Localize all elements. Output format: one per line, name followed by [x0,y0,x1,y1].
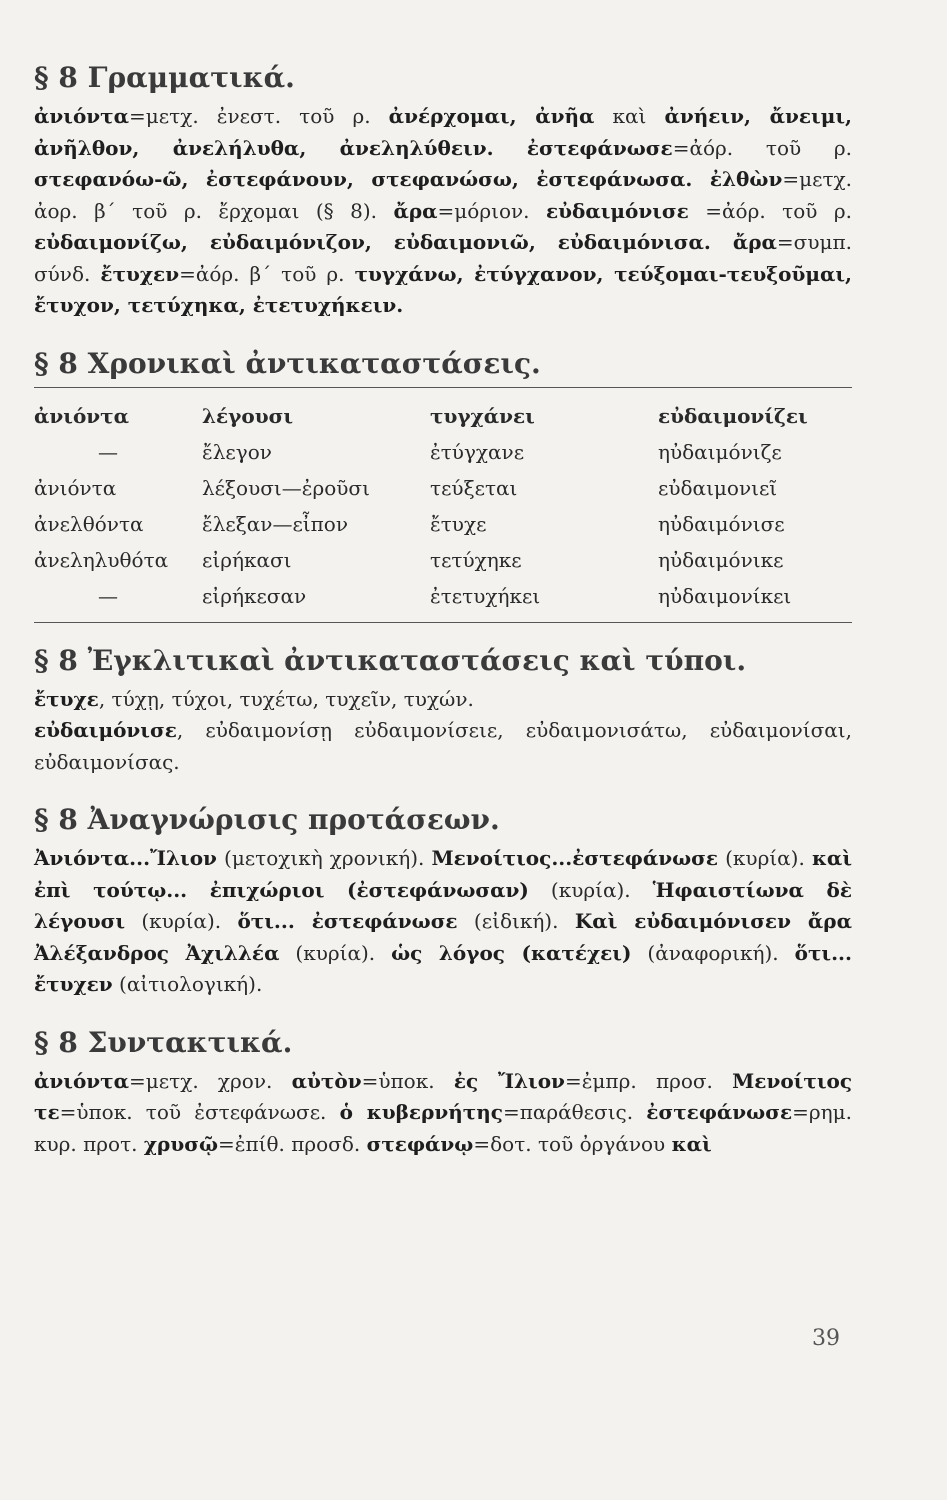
table-cell: — [98,439,118,464]
tenses-heading: § 8 Χρονικαὶ ἀντικαταστάσεις. [34,346,541,380]
section-moods [34,643,852,779]
page-body [34,60,852,1184]
text-run: (κυρία). [528,877,653,902]
bold-term: ἐστεφάνωσε [646,1100,793,1124]
bold-term: τυγχάνω, ἐτύγχανον, τεύξομαι-τευξοῦμαι, ἔτυχον, τετύχηκα, ἐτετυχήκειν. [34,261,852,317]
table-cell: ηὐδαιμονίκει [658,583,792,608]
table-cell: ηὐδαιμόνιζε [658,439,782,464]
bold-term: Ἡφαιστίωνα δὲ λέγουσι [34,877,852,933]
clauses-text [34,843,852,1001]
table-cell: εἰρήκεσαν [202,583,307,608]
bold-term: ἀνιόντα [34,1068,130,1093]
bold-term: ἀνέρχομαι, ἀνῆα [388,104,595,128]
table-cell: λέξουσι—ἐροῦσι [202,475,370,500]
syntax-heading: § 8 Συντακτικά. [34,1025,293,1059]
table-cell: τετύχηκε [430,547,522,572]
bold-term: χρυσῷ [143,1131,218,1156]
moods-heading: § 8 Ἐγκλιτικαὶ ἀντικαταστάσεις καὶ τύποι. [34,643,747,677]
grammar-heading: § 8 Γραμματικά. [34,61,295,94]
table-row [34,470,852,506]
bold-term: Μενοίτιος τε [34,1068,853,1124]
text-run: (εἰδική). [457,909,575,933]
text-run: (κυρία). [718,846,812,870]
section-clauses [34,802,852,1001]
text-run: καὶ [594,104,665,128]
text-run: =ἀόρ. τοῦ ρ. [688,198,852,223]
table-cell: ηὐδαιμόνικε [658,547,784,572]
text-run: =ἀόρ. τοῦ ρ. [672,135,853,160]
text-run: (αἰτιολογική). [112,972,263,996]
table-row [34,578,852,614]
bold-term: στεφάνῳ [366,1131,474,1156]
table-cell: ἀνιόντα [34,475,117,500]
bold-term: ἀνήειν, ἄνειμι, ἀνῆλθον, ἀνελήλυθα, ἀνεληλύθειν. ἐστεφάνωσε [34,104,852,160]
text-run: , εὐδαιμονίσῃ εὐδαιμονίσειε, εὐδαιμονισάτω, εὐδαιμονίσαι, εὐδαιμονίσας. [34,718,852,774]
bold-term: ἔτυχε [34,686,99,711]
text-run: =ἐπίθ. προσδ. [217,1131,367,1156]
bold-term: ἔτυχεν [100,261,180,286]
clauses-heading: § 8 Ἀναγνώρισις προτάσεων. [34,803,500,836]
table-cell: τεύξεται [430,475,518,500]
header-cell: λέγουσι [202,403,294,428]
header-cell: εὐδαιμονίζει [658,403,808,428]
text-run: (μετοχικὴ χρονική). [216,846,432,870]
table-cell: — [98,583,118,608]
bold-term: Μενοίτιος...ἐστεφάνωσε [431,846,719,870]
bold-term: εὐδαιμόνισε [545,198,689,223]
text-run: =ἀόρ. β΄ τοῦ ρ. [179,261,355,286]
header-cell: ἀνιόντα [34,403,130,428]
table-row [34,506,852,542]
tense-table-header [34,398,852,434]
section-grammar [34,60,852,322]
bold-term: καὶ ἐπὶ τούτῳ... ἐπιχώριοι (ἐστεφάνωσαν) [34,846,852,902]
table-cell: εἰρήκασι [202,547,292,572]
syntax-text [34,1066,852,1161]
bold-term: αὐτὸν [291,1068,362,1093]
bold-term: ὁ κυβερνήτης [339,1100,503,1124]
bold-term: Ἀνιόντα...Ἴλιον [34,846,217,870]
table-cell: ἔλεγον [202,439,272,464]
bold-term: ὅτι... ἐστεφάνωσε [237,909,458,933]
table-cell: ἐτύγχανε [430,439,525,464]
bold-term: ἀνιόντα [34,104,130,128]
bold-term: στεφανόω-ῶ, ἐστεφάνουν, στεφανώσω, ἐστεφάνωσα. ἐλθὼν [34,167,783,191]
text-run: (ἀναφορική). [631,940,795,965]
table-cell: ἀνεληλυθότα [34,547,169,572]
bold-term: ὡς λόγος (κατέχει) [391,940,632,965]
page-number: 39 [812,1326,840,1351]
table-cell: ἀνελθόντα [34,511,144,536]
bold-term: ἄρα [393,198,438,223]
text-run: =ὑποκ. [361,1068,454,1093]
text-run: (κυρία). [279,940,392,965]
text-run: =μετχ. χρον. [129,1068,292,1093]
text-run: =ἐμπρ. προσ. [564,1068,733,1093]
table-row [34,542,852,578]
text-run: =δοτ. τοῦ ὀργάνου [473,1131,672,1156]
bold-term: εὐδαιμόνισε [34,718,177,742]
bold-term: εὐδαιμονίζω, εὐδαιμόνιζον, εὐδαιμονιῶ, εὐδαιμόνισα. ἄρα [34,230,777,254]
text-run: (κυρία). [125,909,238,933]
tense-table [34,398,852,614]
text-run: =συμπ. σύνδ. [34,230,852,286]
bold-term: ἐς Ἴλιον [453,1068,565,1093]
section-tenses [34,346,852,623]
text-run: =μόριον. [437,198,546,223]
text-run: =μετχ. ἀορ. β΄ τοῦ ρ. ἔρχομαι (§ 8). [34,167,852,223]
moods-line [34,684,852,716]
text-run: =ὑποκ. τοῦ ἐστεφάνωσε. [59,1100,340,1124]
bottom-rule [34,622,852,623]
text-run: =παράθεσις. [502,1100,647,1124]
table-cell: ἐτετυχήκει [430,583,541,608]
text-run: , τύχῃ, τύχοι, τυχέτω, τυχεῖν, τυχών. [98,686,474,711]
table-cell: ἔτυχε [430,511,487,536]
table-cell: ηὐδαιμόνισε [658,511,785,536]
bold-term: ὅτι... ἔτυχεν [34,940,852,996]
grammar-text [34,101,852,322]
bold-term: καὶ [671,1131,712,1156]
bold-term: Καὶ εὐδαιμόνισεν ἄρα Ἀλέξανδρος Ἀχιλλέα [34,909,852,965]
section-syntax [34,1025,852,1161]
table-row [34,434,852,470]
table-cell: εὐδαιμονιεῖ [658,475,778,500]
header-cell: τυγχάνει [430,403,535,428]
text-run: =μετχ. ἐνεστ. τοῦ ρ. [129,104,389,128]
top-rule [34,387,852,388]
table-cell: ἔλεξαν—εἶπον [202,511,348,536]
moods-line [34,715,852,778]
text-run: =ρημ. κυρ. προτ. [34,1100,852,1156]
